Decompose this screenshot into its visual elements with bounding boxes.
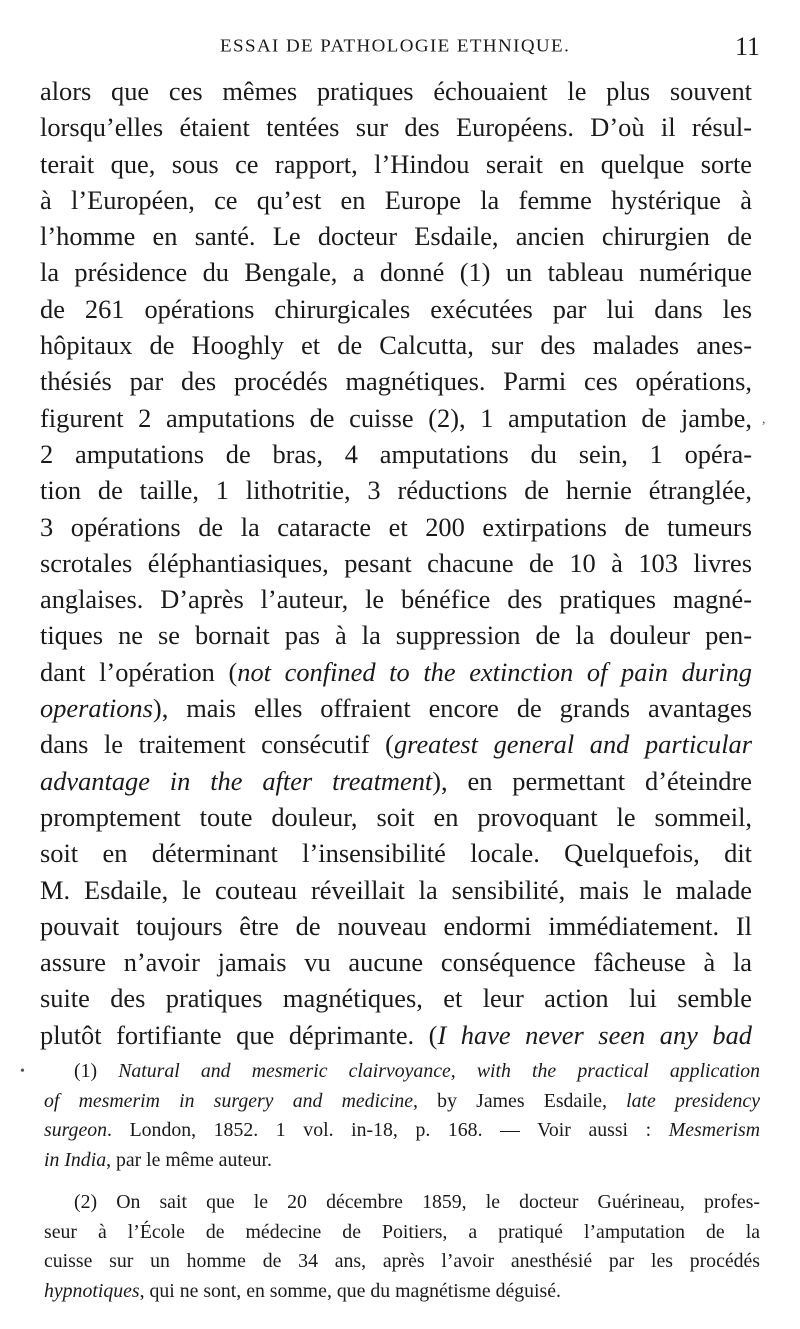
body-line: promptement toute douleur, soit en provoquant le sommeil, xyxy=(40,801,752,832)
body-line: anglaises. D’après l’auteur, le bénéfice des pratiques magné- xyxy=(40,584,752,615)
body-line: de 261 opérations chirurgicales exécutées par lui dans les xyxy=(40,293,752,324)
footnotes xyxy=(44,1057,760,1306)
body-line: M. Esdaile, le couteau réveillait la sensibilité, mais le malade xyxy=(40,874,752,905)
body-line: lorsqu’elles étaient tentées sur des Européens. D’où il résul- xyxy=(40,112,752,143)
body-line: à l’Européen, ce qu’est en Europe la femme hystérique à xyxy=(40,184,752,215)
footnote-line: cuisse sur un homme de 34 ans, après l’avoir anesthésié par les procédés xyxy=(44,1250,760,1272)
footnote-line: (2) On sait que le 20 décembre 1859, le docteur Guérineau, profes- xyxy=(74,1191,760,1213)
body-line: suite des pratiques magnétiques, et leur action lui semble xyxy=(40,983,752,1014)
margin-mark-right: , xyxy=(762,412,766,427)
body-line: advantage in the after treatment), en permettant d’éteindre xyxy=(40,765,752,796)
footnote-2 xyxy=(44,1188,760,1306)
body-line: thésiés par des procédés magnétiques. Parmi ces opérations, xyxy=(40,366,752,397)
body-line: operations), mais elles offraient encore de grands avantages xyxy=(40,693,752,724)
body-text xyxy=(40,73,752,1053)
body-line: scrotales éléphantiasiques, pesant chacune de 10 à 103 livres xyxy=(40,547,752,578)
body-line: l’homme en santé. Le docteur Esdaile, ancien chirurgien de xyxy=(40,221,752,252)
body-line: tiques ne se bornait pas à la suppression de la douleur pen- xyxy=(40,620,752,651)
running-title: ESSAI DE PATHOLOGIE ETHNIQUE. xyxy=(220,36,571,57)
body-line: la présidence du Bengale, a donné (1) un tableau numérique xyxy=(40,257,752,288)
footnote-1 xyxy=(44,1057,760,1175)
page-header xyxy=(48,32,760,64)
body-line: plutôt fortifiante que déprimante. (I have never seen any bad xyxy=(40,1019,752,1050)
body-line: soit en déterminant l’insensibilité locale. Quelquefois, dit xyxy=(40,838,752,869)
footnote-line: seur à l’École de médecine de Poitiers, a pratiqué l’amputation de la xyxy=(44,1220,760,1243)
footnote-line: of mesmerim in surgery and medicine, by James Esdaile, late presidency xyxy=(44,1089,760,1112)
footnote-line: in India, par le même auteur. xyxy=(44,1148,272,1171)
footnote-line: hypnotiques, qui ne sont, en somme, que du magnétisme déguisé. xyxy=(44,1279,561,1302)
margin-mark-left: • xyxy=(20,1064,25,1079)
body-line: tion de taille, 1 lithotritie, 3 réductions de hernie étranglée, xyxy=(40,475,752,506)
body-line: dant l’opération (not confined to the extinction of pain during xyxy=(40,656,752,687)
body-line: dans le traitement consécutif (greatest general and particular xyxy=(40,729,752,760)
body-line: terait que, sous ce rapport, l’Hindou serait en quelque sorte xyxy=(40,148,752,179)
body-line: assure n’avoir jamais vu aucune conséquence fâcheuse à la xyxy=(40,947,752,978)
body-line: 3 opérations de la cataracte et 200 extirpations de tumeurs xyxy=(40,511,752,542)
body-line: 2 amputations de bras, 4 amputations du sein, 1 opéra- xyxy=(40,438,752,469)
body-line: figurent 2 amputations de cuisse (2), 1 amputation de jambe, xyxy=(40,402,752,433)
footnote-line: (1) Natural and mesmeric clairvoyance, with the practical application xyxy=(74,1060,760,1082)
body-line: hôpitaux de Hooghly et de Calcutta, sur des malades anes- xyxy=(40,330,752,361)
page-number: 11 xyxy=(734,32,760,61)
footnote-line: surgeon. London, 1852. 1 vol. in-18, p. 168. — Voir aussi : Mesmerism xyxy=(44,1119,760,1141)
body-line: pouvait toujours être de nouveau endormi immédiatement. Il xyxy=(40,910,752,941)
body-line: alors que ces mêmes pratiques échouaient le plus souvent xyxy=(40,76,752,106)
